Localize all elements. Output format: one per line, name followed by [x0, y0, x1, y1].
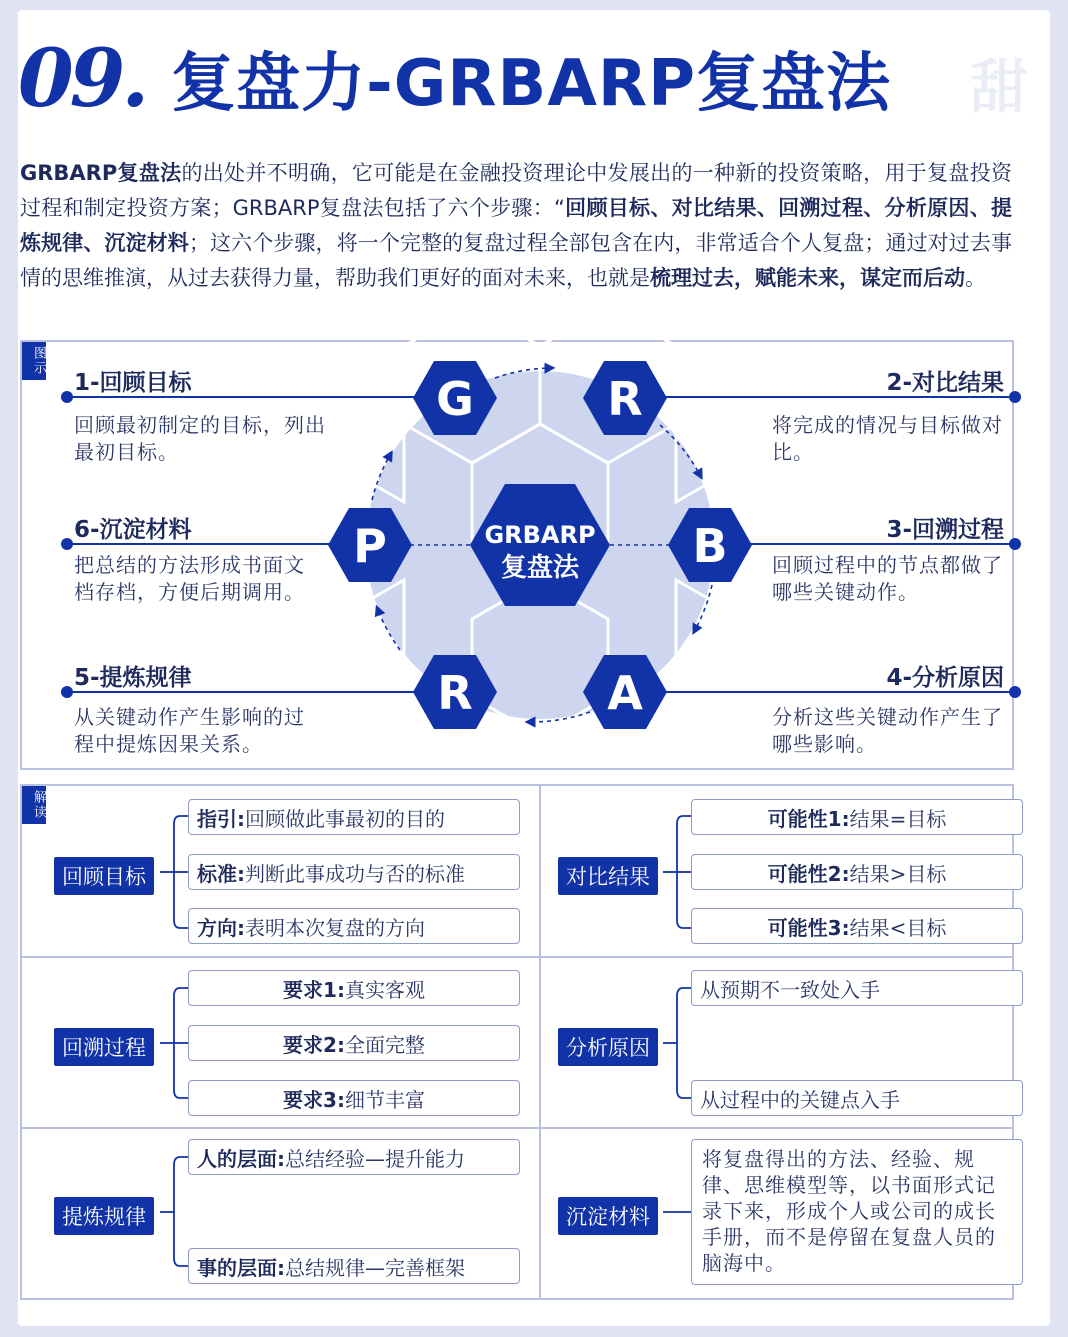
intro-text-3: 。 [965, 266, 986, 290]
intro-text-2: ；这六个步骤，将一个完整的复盘过程全部包含在内，非常适合个人复盘；通过对过去事情的思维推演，从过去获得力量，帮助我们更好的面对未来，也就是 [20, 231, 1013, 290]
review-goal-item-3: 方向:表明本次复盘的方向 [188, 908, 520, 944]
chapter-number: 09. [18, 31, 146, 125]
letter-r1: R [607, 372, 643, 426]
intro-bold-3: 梳理过去，赋能未来，谋定而后动 [650, 266, 965, 290]
label-compare-result: 对比结果 [558, 857, 658, 895]
reason-item-1: 从预期不一致处入手 [691, 970, 1023, 1006]
step6-desc: 把总结的方法形成书面文档存档，方便后期调用。 [74, 553, 305, 604]
letter-r2: R [437, 666, 473, 720]
reason-item-2: 从过程中的关键点入手 [691, 1080, 1023, 1116]
step2-dot [1009, 391, 1021, 403]
letter-b: B [692, 519, 728, 573]
title-text: 复盘力-GRBARP复盘法 [171, 47, 892, 121]
step1-desc: 回顾最初制定的目标，列出最初目标。 [74, 413, 326, 464]
letter-a: A [607, 666, 643, 720]
review-goal-item-2: 标准:判断此事成功与否的标准 [188, 854, 520, 890]
step5-desc: 从关键动作产生影响的过程中提炼因果关系。 [74, 705, 305, 756]
step3-desc: 回顾过程中的节点都做了哪些关键动作。 [772, 553, 1003, 604]
step3-dot [1009, 538, 1021, 550]
analysis-tag: 解读 [22, 786, 46, 824]
compare-item-3: 可能性3:结果<目标 [691, 908, 1023, 944]
compare-item-1: 可能性1:结果=目标 [691, 799, 1023, 835]
compare-item-2: 可能性2:结果>目标 [691, 854, 1023, 890]
review-goal-item-1: 指引:回顾做此事最初的目的 [188, 799, 520, 835]
label-settle-material: 沉淀材料 [558, 1197, 658, 1235]
label-refine-rules: 提炼规律 [54, 1197, 154, 1235]
step4-desc: 分析这些关键动作产生了哪些影响。 [772, 705, 1003, 756]
intro-bold-1: GRBARP复盘法 [20, 161, 182, 185]
step5-title: 5-提炼规律 [74, 665, 192, 691]
step4-title: 4-分析原因 [886, 665, 1004, 691]
intro-bold-2: 回顾目标、对比结果、回溯过程、分析原因、提炼规律、沉淀材料 [20, 196, 1012, 255]
step3-title: 3-回溯过程 [886, 517, 1004, 543]
trace-item-2: 要求2:全面完整 [188, 1025, 520, 1061]
step1-title: 1-回顾目标 [74, 370, 192, 396]
rules-item-1: 人的层面:总结经验—提升能力 [188, 1139, 520, 1175]
rules-item-2: 事的层面:总结规律—完善框架 [188, 1248, 520, 1284]
step4-dot [1009, 686, 1021, 698]
settle-material-text: 将复盘得出的方法、经验、规律、思维模型等，以书面形式记录下来，形成个人或公司的成长手册，而不是停留在复盘人员的脑海中。 [691, 1139, 1023, 1285]
letter-g: G [436, 372, 474, 426]
step2-desc: 将完成的情况与目标做对比。 [772, 413, 1003, 464]
center-line2: 复盘法 [500, 553, 580, 583]
label-trace-process: 回溯过程 [54, 1028, 154, 1066]
letter-p: P [353, 519, 387, 573]
label-analyze-reason: 分析原因 [558, 1028, 658, 1066]
center-line1: GRBARP [484, 521, 596, 549]
step6-title: 6-沉淀材料 [74, 517, 192, 543]
intro-text-1: 的出处并不明确，它可能是在金融投资理论中发展出的一种新的投资策略，用于复盘投资过程和制定投资方案；GRBARP复盘法包括了六个步骤：“ [20, 161, 1012, 220]
trace-item-1: 要求1:真实客观 [188, 970, 520, 1006]
trace-item-3: 要求3:细节丰富 [188, 1080, 520, 1116]
diagram-tag: 图示 [22, 342, 46, 380]
label-review-goal: 回顾目标 [54, 857, 154, 895]
watermark: 甜 [970, 53, 1029, 121]
step2-title: 2-对比结果 [886, 370, 1004, 396]
